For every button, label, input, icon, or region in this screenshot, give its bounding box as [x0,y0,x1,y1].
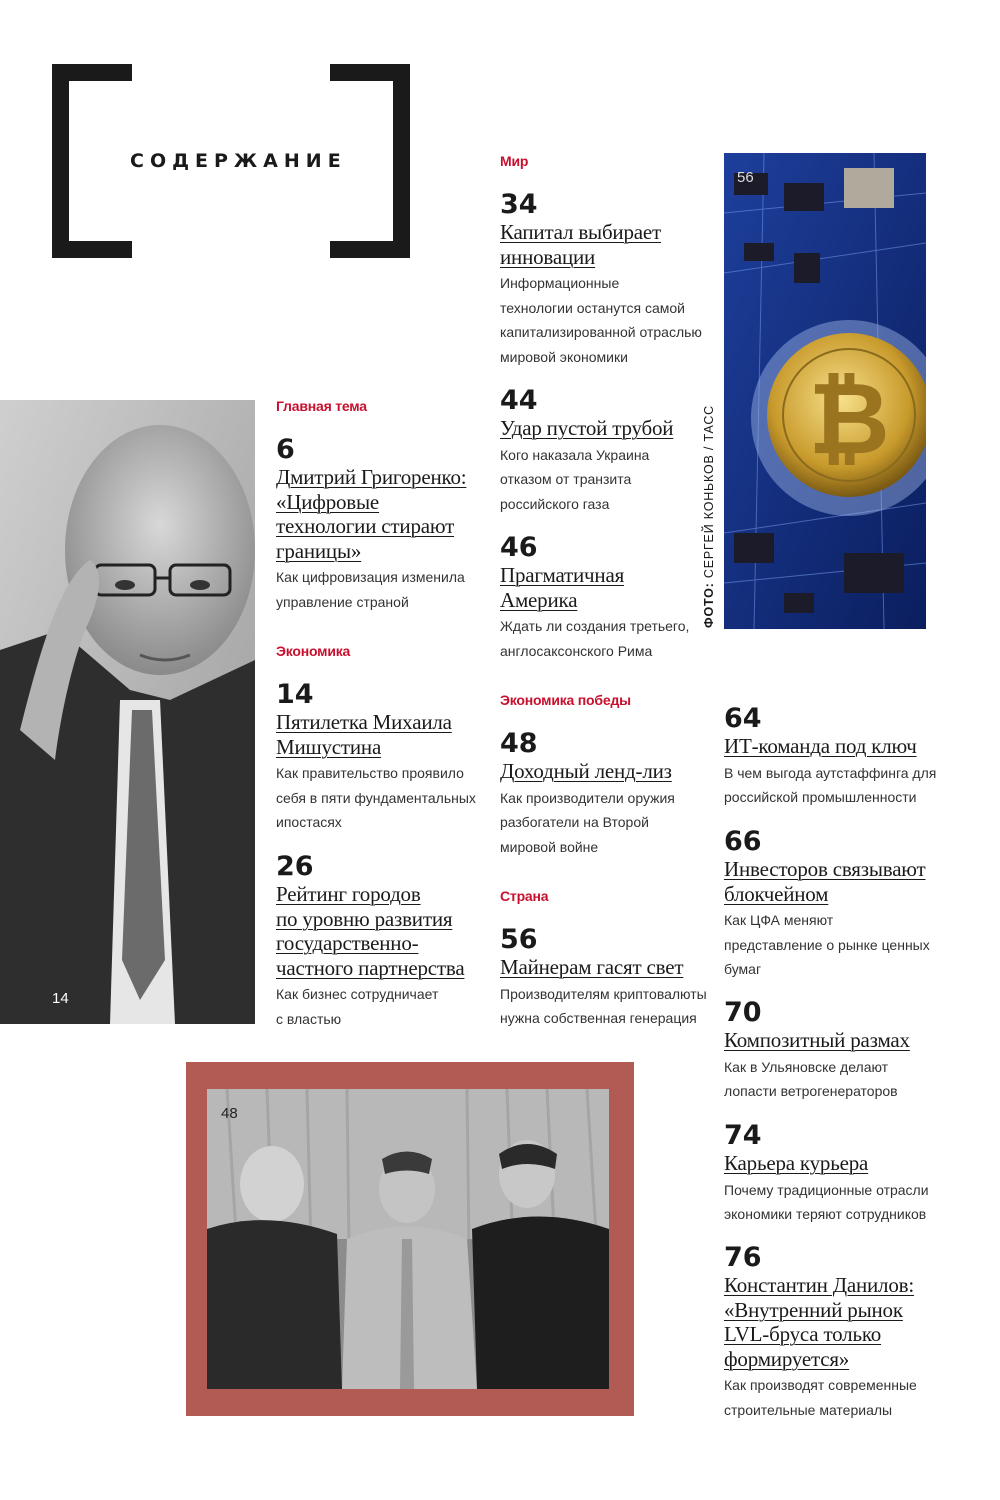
entry-description: Как в Ульяновске делают лопасти ветрогенераторов [724,1058,898,1099]
historic-photo [207,1089,609,1389]
toc-entry[interactable] [276,852,491,1031]
entry-title-link[interactable]: Рейтинг городов по уровню развития государственно- частного партнерства [276,882,465,980]
section-world: Мир [500,153,529,169]
bracket-right-vertical [393,64,410,258]
toc-entry[interactable] [724,827,964,982]
entry-title-link[interactable]: Дмитрий Григоренко: «Цифровые технологии стирают границы» [276,465,467,563]
entry-title-link[interactable]: Капитал выбирает инновации [500,220,661,269]
toc-entry[interactable] [276,435,491,614]
entry-description: Как ЦФА меняют представление о рынке ценных бумаг [724,912,930,977]
portrait-photo [0,400,255,1024]
entry-description: В чем выгода аутстаффинга для российской промышленности [724,764,937,805]
entry-description: Ждать ли создания третьего, англосаксонского Рима [500,618,690,659]
section-main-topic: Главная тема [276,398,367,414]
entry-description: Почему традиционные отрасли экономики теряют сотрудников [724,1181,929,1222]
toc-entry[interactable] [276,680,491,835]
bracket-left-vertical [52,64,69,258]
entry-page-number: 56 [500,924,538,955]
entry-title-link[interactable]: Пятилетка Михаила Мишустина [276,710,452,759]
entry-page-number: 6 [276,434,295,465]
toc-entry[interactable] [500,925,715,1031]
toc-entry[interactable] [500,533,715,663]
toc-entry[interactable] [724,1121,964,1227]
section-country: Страна [500,888,549,904]
toc-entry[interactable] [500,190,715,369]
entry-title-link[interactable]: Константин Данилов: «Внутренний рынок LVL-бруса только формируется» [724,1273,914,1371]
entry-title-link[interactable]: Удар пустой трубой [500,416,674,440]
entry-page-number: 64 [724,703,762,734]
entry-description: Информационные технологии останутся самой капитализированной отраслью мировой экономики [500,275,702,365]
entry-title-link[interactable]: Майнерам гасят свет [500,955,684,979]
entry-page-number: 46 [500,532,538,563]
toc-entry[interactable] [500,386,715,516]
toc-entry[interactable] [724,1243,964,1422]
photo-credit-label: ФОТО: [702,582,716,628]
bracket-left-bottom [52,241,132,258]
section-economy: Экономика [276,643,351,659]
entry-description: Как бизнес сотрудничает с властью [276,986,439,1027]
bracket-right-top [330,64,410,81]
entry-title-link[interactable]: Инвесторов связывают блокчейном [724,857,926,906]
entry-description: Как правительство проявило себя в пяти фундаментальных ипостасях [276,765,476,830]
entry-page-number: 34 [500,189,538,220]
toc-entry[interactable] [724,998,964,1104]
svg-text:₿: ₿ [808,360,890,477]
entry-page-number: 48 [500,728,538,759]
entry-page-number: 70 [724,997,762,1028]
entry-page-number: 74 [724,1120,762,1151]
bitcoin-page-number: 56 [737,169,754,186]
portrait-page-number: 14 [52,990,69,1007]
historic-page-number: 48 [221,1105,238,1122]
entry-description: Как производители оружия разбогатели на Второй мировой войне [500,789,675,855]
entry-title-link[interactable]: Карьера курьера [724,1151,869,1175]
entry-page-number: 26 [276,851,314,882]
entry-description: Кого наказала Украина отказом от транзита российского газа [500,446,650,512]
entry-page-number: 44 [500,385,538,416]
entry-description: Как производят современные строительные материалы [724,1377,917,1418]
bracket-left-top [52,64,132,81]
bitcoin-photo [724,153,926,629]
entry-page-number: 14 [276,679,314,710]
bracket-right-bottom [330,241,410,258]
entry-title-link[interactable]: Композитный размах [724,1028,910,1052]
entry-title-link[interactable]: Доходный ленд-лиз [500,759,672,783]
toc-entry[interactable] [500,729,715,859]
photo-credit-text: СЕРГЕЙ КОНЬКОВ / ТАСС [702,405,716,583]
historic-photo-frame [186,1062,634,1416]
toc-entry[interactable] [724,704,964,810]
entry-page-number: 66 [724,826,762,857]
entry-description: Как цифровизация изменила управление страной [276,569,465,610]
section-victory-economy: Экономика победы [500,692,631,708]
page-title: СОДЕРЖАНИЕ [130,150,347,172]
entry-title-link[interactable]: ИТ-команда под ключ [724,734,917,758]
entry-page-number: 76 [724,1242,762,1273]
entry-title-link[interactable]: Прагматичная Америка [500,563,625,612]
entry-description: Производителям криптовалюты нужна собственная генерация [500,985,707,1026]
